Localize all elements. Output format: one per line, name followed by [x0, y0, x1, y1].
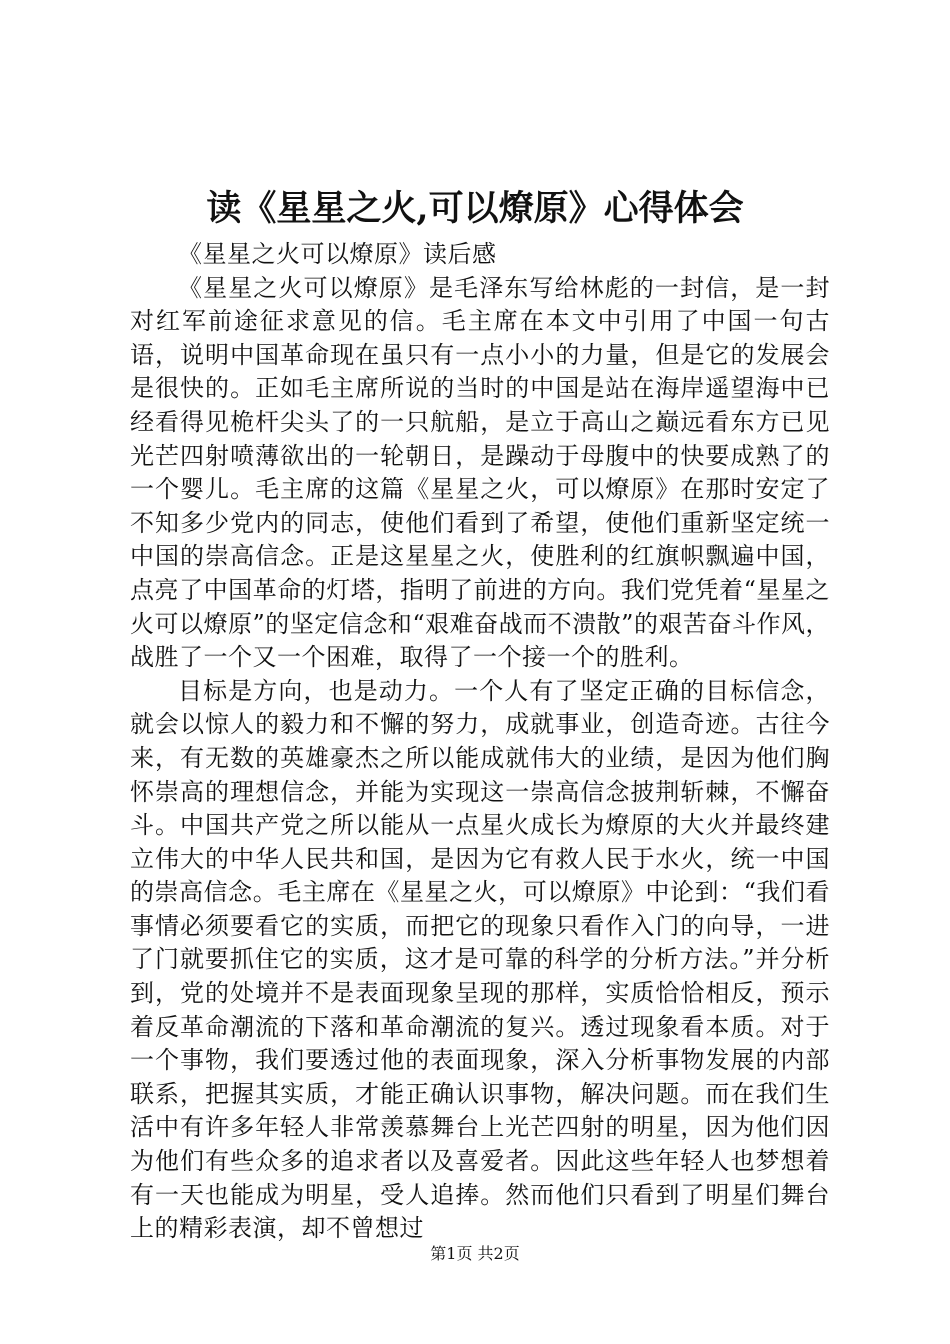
document-body	[130, 238, 830, 1246]
page-footer: 第1页 共2页	[430, 1244, 520, 1263]
subtitle-paragraph: 《星星之火可以燎原》读后感	[178, 240, 497, 268]
body-paragraph: 目标是方向，也是动力。一个人有了坚定正确的目标信念，就会以惊人的毅力和不懈的努力，成就事业，创造奇迹。古往今来，有无数的英雄豪杰之所以能成就伟大的业绩，是因为他们胸怀崇高的理想信念，并能为实现这一崇高信念披荆斩棘，不懈奋斗。中国共产党之所以能从一点星火成长为燎原的大火并最终建立伟大的中华人民共和国，是因为它有救人民于水火，统一中国的崇高信念。毛主席在《星星之火，可以燎原》中论到：“我们看事情必须要看它的实质，而把它的现象只看作入门的向导，一进了门就要抓住它的实质，这才是可靠的科学的分析方法。”并分析到，党的处境并不是表面现象呈现的那样，实质恰恰相反，预示着反革命潮流的下落和革命潮流的复兴。透过现象看本质。对于一个事物，我们要透过他的表面现象，深入分析事物发展的内部联系，把握其实质，才能正确认识事物，解决问题。而在我们生活中有许多年轻人非常羡慕舞台上光芒四射的明星，因为他们因为他们有些众多的追求者以及喜爱者。因此这些年轻人也梦想着有一天也能成为明星，受人追捧。然而他们只看到了明星们舞台上的精彩表演，却不曾想过	[130, 676, 830, 1243]
body-paragraph: 《星星之火可以燎原》是毛泽东写给林彪的一封信，是一封对红军前途征求意见的信。毛主席在本文中引用了中国一句古语，说明中国革命现在虽只有一点小小的力量，但是它的发展会是很快的。正如毛主席所说的当时的中国是站在海岸遥望海中已经看得见桅杆尖头了的一只航船，是立于高山之巅远看东方已见光芒四射喷薄欲出的一轮朝日，是躁动于母腹中的快要成熟了的一个婴儿。毛主席的这篇《星星之火，可以燎原》在那时安定了不知多少党内的同志，使他们看到了希望，使他们重新坚定统一中国的崇高信念。正是这星星之火，使胜利的红旗帜飘遍中国，点亮了中国革命的灯塔，指明了前进的方向。我们党凭着“星星之火可以燎原”的坚定信念和“艰难奋战而不溃散”的艰苦奋斗作风，战胜了一个又一个困难，取得了一个接一个的胜利。	[130, 273, 830, 672]
document-title: 读《星星之火,可以燎原》心得体会	[206, 188, 744, 229]
